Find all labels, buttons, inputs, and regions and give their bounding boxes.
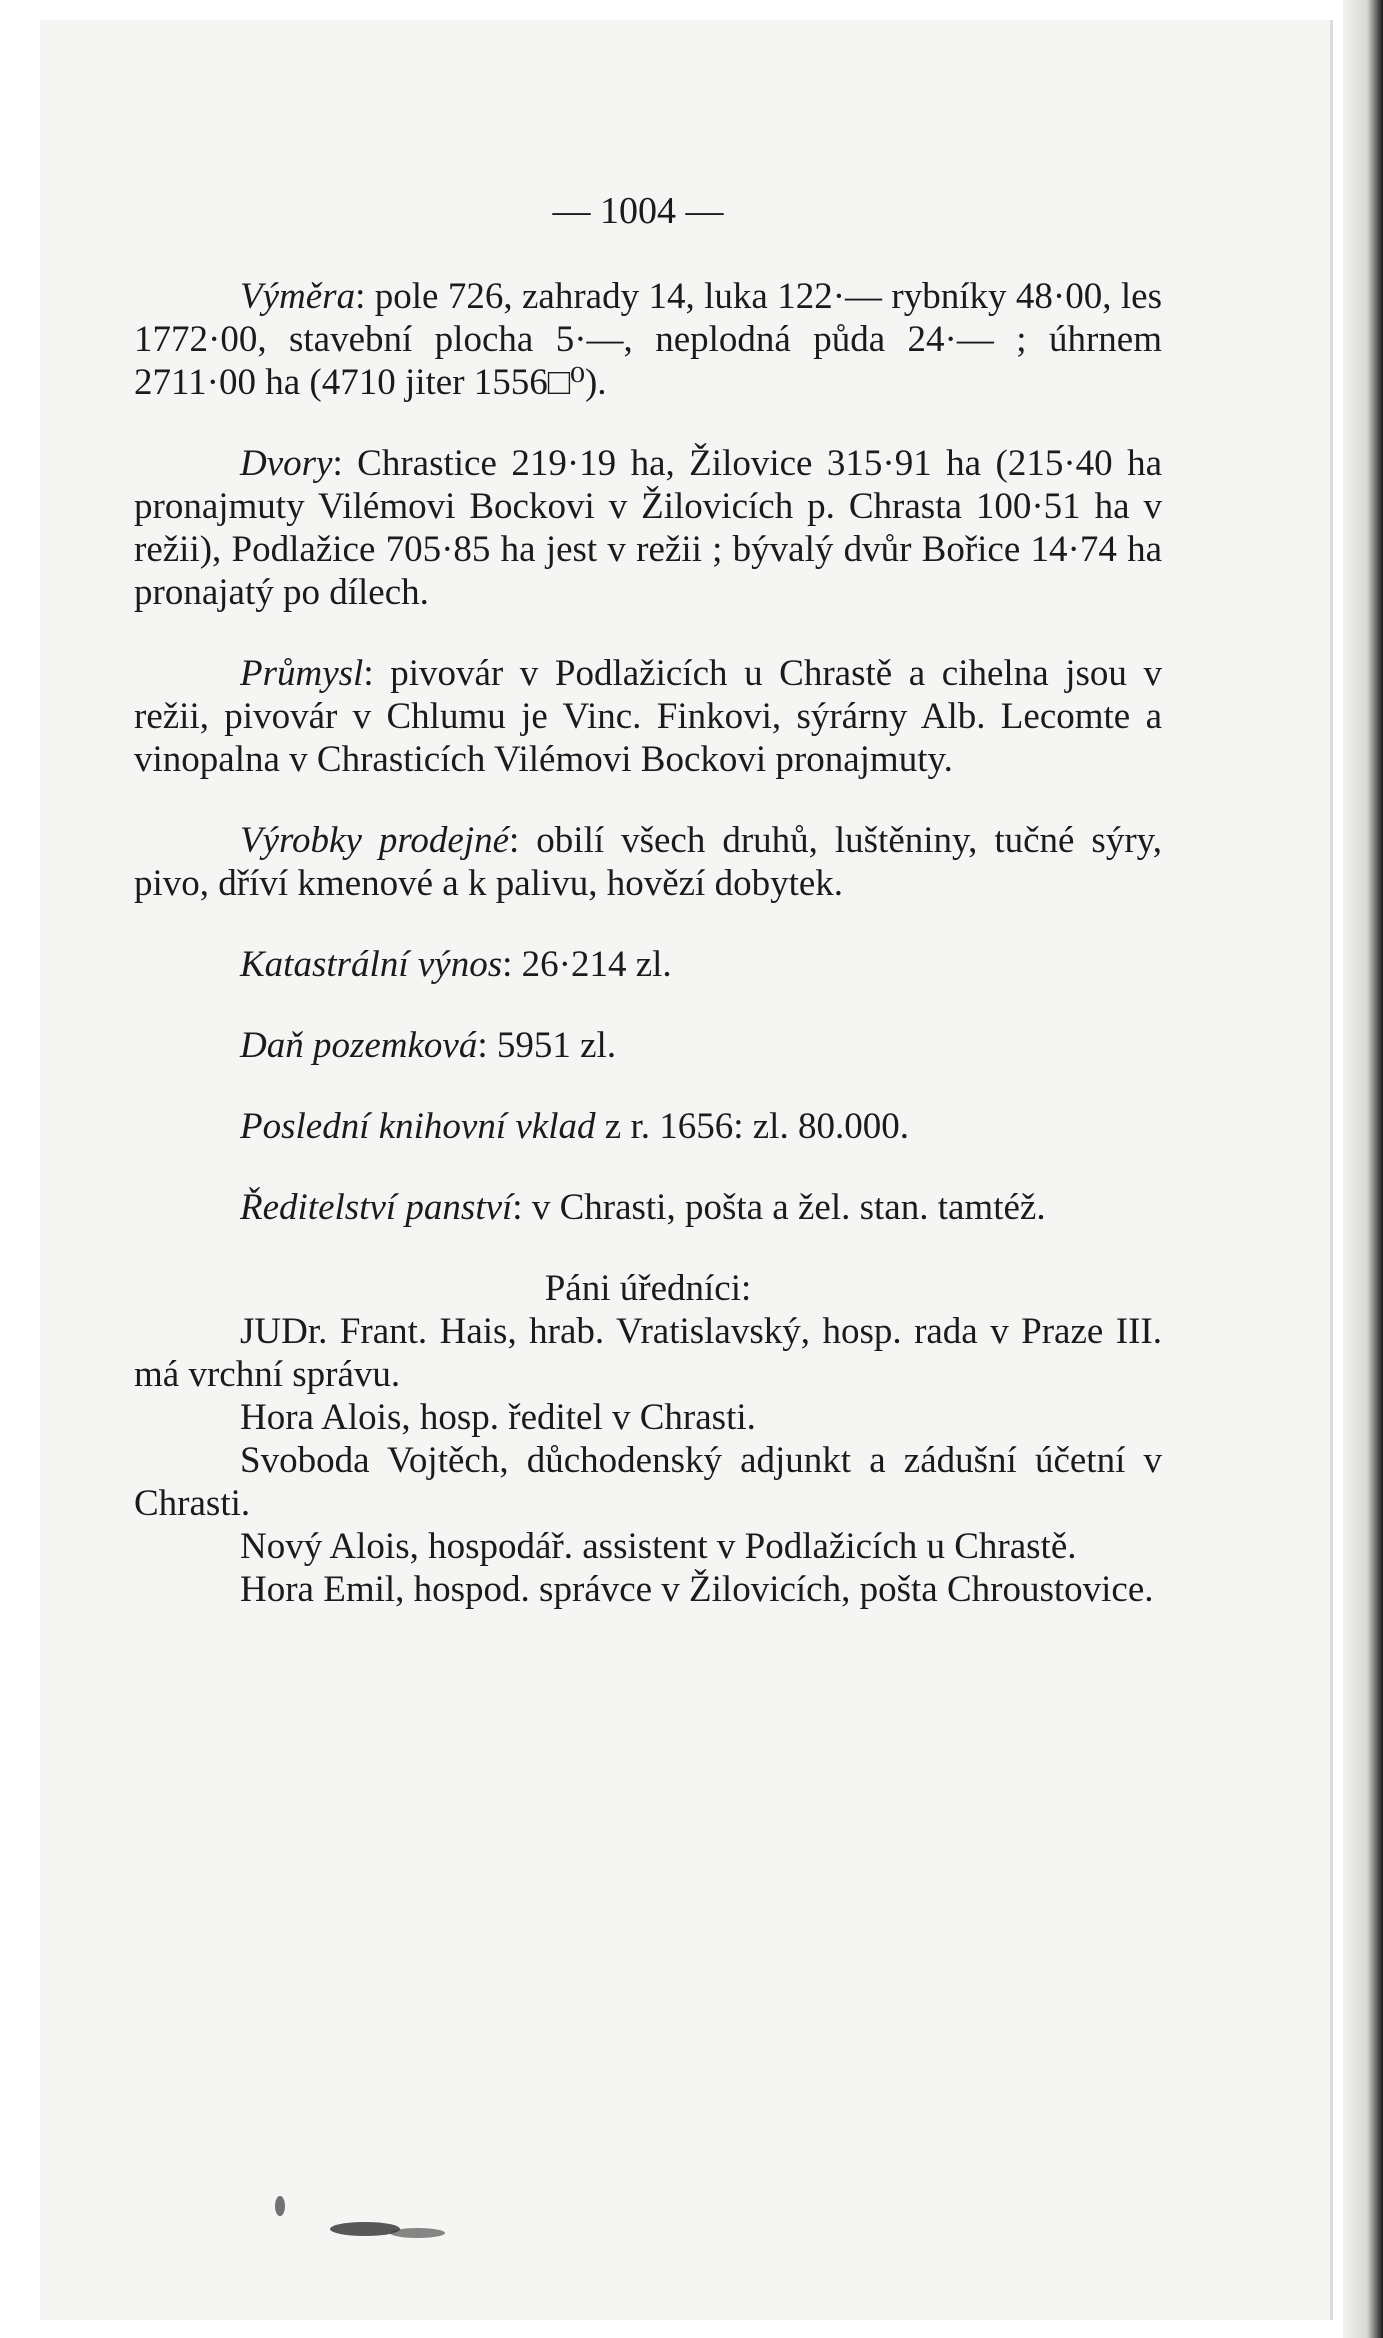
- paragraph-knihovni-vklad: [134, 1105, 1162, 1148]
- paragraph-key: Výměra: [240, 276, 356, 317]
- page-text: [134, 190, 1162, 1611]
- paragraph-katastralni-vynos: [134, 943, 1162, 986]
- official-entry: Hora Emil, hospod. správce v Žilovicích, pošta Chroustovice.: [240, 1569, 1154, 1610]
- paragraph-text: : pivovár v Podlažicích u Chrastě a cihelna jsou v režii, pivovár v Chlumu je Vinc. Finkovi, sýrárny Alb. Lecomte a vinopalna v Chrasticích Vilémovi Bockovi pronajmuty.: [134, 653, 1162, 780]
- paragraph-key: Daň pozemková: [240, 1025, 478, 1066]
- ink-smudge: [390, 2228, 445, 2238]
- paragraph-text: : pole 726, zahrady 14, luka 122·— rybníky 48·00, les 1772·00, stavební plocha 5·—, neplodná půda 24·— ; úhrnem 2711·00 ha (4710 jiter 1556□⁰).: [134, 276, 1162, 403]
- paragraph-prumysl: [134, 652, 1162, 781]
- paragraph-dvory: [134, 442, 1162, 614]
- paragraph-key: Katastrální výnos: [240, 944, 503, 985]
- paragraph-vyrobky: [134, 819, 1162, 905]
- paragraph-key: Dvory: [240, 443, 333, 484]
- paragraph-text: : Chrastice 219·19 ha, Žilovice 315·91 ha (215·40 ha pronajmuty Vilémovi Bockovi v Žilovicích p. Chrasta 100·51 ha v režii), Podlažice 705·85 ha jest v režii ; bývalý dvůr Bořice 14·74 ha pronajatý po dílech.: [134, 443, 1162, 613]
- paragraph-text: : obilí všech druhů, luštěniny, tučné sýry, pivo, dříví kmenové a k palivu, hovězí dobytek.: [134, 820, 1163, 904]
- official-entry: Svoboda Vojtěch, důchodenský adjunkt a zádušní účetní v Chrasti.: [134, 1440, 1162, 1524]
- paragraph-reditelstvi: [134, 1186, 1162, 1229]
- paragraph-key: Průmysl: [240, 653, 364, 694]
- official-entry: Hora Alois, hosp. ředitel v Chrasti.: [240, 1397, 756, 1438]
- paragraph-text: : 26·214 zl.: [502, 944, 672, 985]
- paragraph-key: Poslední knihovní vklad: [240, 1106, 596, 1147]
- ink-smudge: [275, 2196, 285, 2216]
- page-number-header: — 1004 —: [552, 190, 724, 232]
- paragraph-text: : 5951 zl.: [477, 1025, 617, 1066]
- paragraph-key: Ředitelství panství: [240, 1187, 513, 1228]
- book-spine-shadow: [1343, 0, 1383, 2338]
- paragraph-vymera: [134, 275, 1162, 404]
- section-title: Páni úředníci:: [544, 1268, 752, 1309]
- paragraph-text: z r. 1656: zl. 80.000.: [595, 1106, 909, 1147]
- paragraph-key: Výrobky prodejné: [240, 820, 510, 861]
- official-entry: JUDr. Frant. Hais, hrab. Vratislavský, hosp. rada v Praze III. má vrchní správu.: [134, 1311, 1162, 1395]
- official-entry: Nový Alois, hospodář. assistent v Podlažicích u Chrastě.: [240, 1526, 1077, 1567]
- paragraph-dan-pozemkova: [134, 1024, 1162, 1067]
- paragraph-text: : v Chrasti, pošta a žel. stan. tamtéž.: [512, 1187, 1046, 1228]
